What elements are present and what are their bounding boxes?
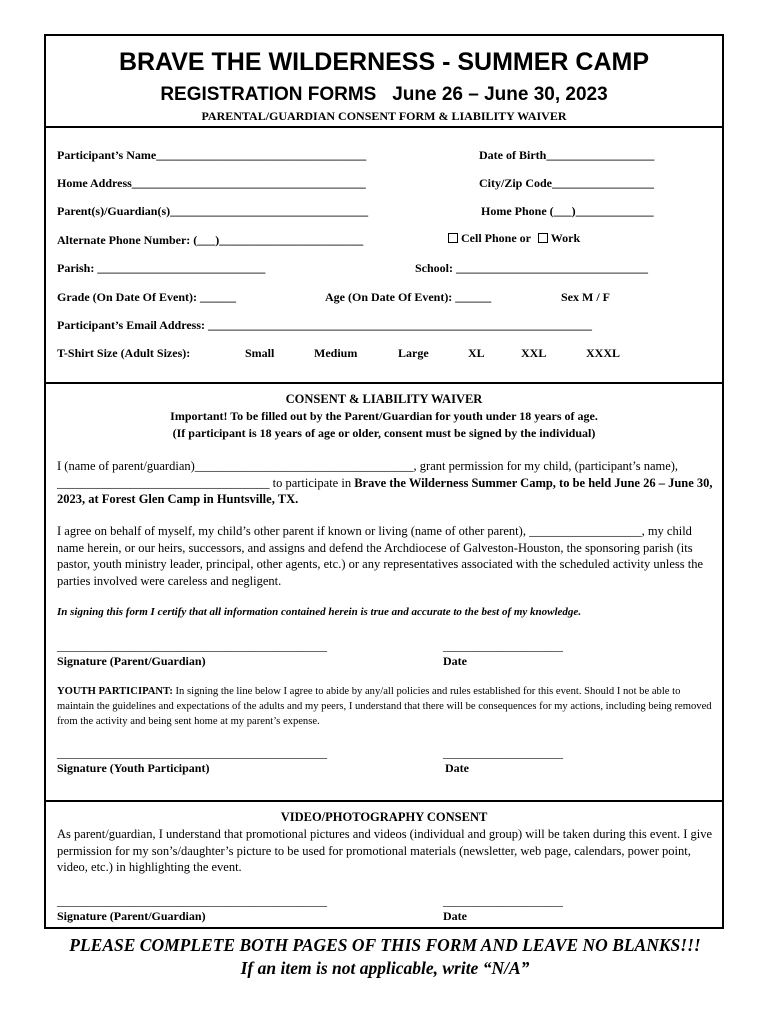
age-field[interactable]: Age (On Date Of Event): ______ [325, 290, 492, 304]
parent-signature-line[interactable]: _____________________________________________ [57, 639, 327, 653]
phone-type-options [448, 231, 580, 246]
tshirt-option-small[interactable]: Small [245, 346, 275, 360]
alternate-phone-field[interactable]: Alternate Phone Number: (___)________________________ [57, 233, 364, 247]
video-date-label: Date [443, 909, 467, 923]
agreement-paragraph: I agree on behalf of myself, my child’s other parent if known or living (name of other parent), __________________, my child name herein, or our heirs, successors, and assigns and defend the Archdiocese of Galveston-Houston, the sponsoring parish (its pastor, youth ministry leader, principal, other agents, etc.) or any representatives associated with the scheduled activity unless the parties involved were careless and negligent. [57, 524, 704, 588]
school-field[interactable]: School: ________________________________ [415, 261, 649, 275]
tshirt-option-large[interactable]: Large [398, 346, 429, 360]
form-title: BRAVE THE WILDERNESS - SUMMER CAMP [118, 48, 650, 76]
tshirt-option-xl[interactable]: XL [468, 346, 485, 360]
video-date-line[interactable]: ____________________ [443, 894, 563, 908]
form-frame [44, 34, 724, 929]
youth-date-line[interactable]: ____________________ [443, 746, 563, 760]
footer-na-note: If an item is not applicable, write “N/A” [240, 958, 530, 978]
subtitle-dates: June 26 – June 30, 2023 [392, 84, 608, 105]
tshirt-option-xxxl[interactable]: XXXL [586, 346, 621, 360]
youth-participant-text: In signing the line below I agree to abide by any/all policies and rules established for this event. Should I not be able to maintain the guidelines and expectations of the adults and my peers, I understand that there will be consequences for my actions, including being removed from the activity and being sent home at my parent’s expense. [57, 686, 712, 727]
parent-date-line[interactable]: ____________________ [443, 639, 563, 653]
parish-field[interactable]: Parish: ____________________________ [57, 261, 266, 275]
video-signature-label: Signature (Parent/Guardian) [57, 909, 206, 923]
youth-participant-label: YOUTH PARTICIPANT: [57, 686, 173, 697]
tshirt-option-xxl[interactable]: XXL [521, 346, 547, 360]
fields-divider [46, 382, 722, 384]
form-subtitle [46, 84, 722, 106]
work-label: Work [550, 231, 581, 245]
waiver-divider [46, 800, 722, 802]
youth-participant-paragraph [57, 684, 717, 729]
tshirt-option-medium[interactable]: Medium [314, 346, 358, 360]
youth-date-label: Date [445, 761, 469, 775]
footer-instruction: PLEASE COMPLETE BOTH PAGES OF THIS FORM AND LEAVE NO BLANKS!!! [69, 935, 701, 955]
subtitle-registration: REGISTRATION FORMS [160, 84, 377, 105]
date-of-birth-field[interactable]: Date of Birth__________________ [479, 148, 655, 162]
email-field[interactable]: Participant’s Email Address: ________________________________________________________________ [57, 318, 593, 332]
permission-paragraph [57, 458, 717, 508]
city-zip-field[interactable]: City/Zip Code_________________ [479, 176, 655, 190]
cell-phone-checkbox[interactable] [448, 233, 458, 243]
waiver-age-note: (If participant is 18 years of age or older, consent must be signed by the individual) [172, 426, 596, 440]
cell-phone-label: Cell Phone or [461, 231, 531, 245]
waiver-heading: CONSENT & LIABILITY WAIVER [285, 392, 483, 406]
certify-statement: In signing this form I certify that all information contained herein is true and accurate to the best of my knowledge. [57, 606, 582, 618]
waiver-important-note: Important! To be filled out by the Parent/Guardian for youth under 18 years of age. [170, 409, 598, 423]
video-consent-paragraph: As parent/guardian, I understand that promotional pictures and videos (individual and group) will be taken during this event. I give permission for my son’s/daughter’s picture to be used for promotional materials (newsletter, web page, calendars, power point, video, etc.) in highlighting the event. [57, 827, 713, 874]
tshirt-size-label: T-Shirt Size (Adult Sizes): [57, 346, 191, 360]
video-consent-heading: VIDEO/PHOTOGRAPHY CONSENT [280, 810, 488, 824]
youth-signature-line[interactable]: _____________________________________________ [57, 746, 327, 760]
parent-date-label: Date [443, 654, 467, 668]
form-subheading: PARENTAL/GUARDIAN CONSENT FORM & LIABILITY WAIVER [201, 109, 567, 123]
grade-field[interactable]: Grade (On Date Of Event): ______ [57, 290, 236, 304]
header-divider [46, 126, 722, 128]
participant-name-field[interactable]: Participant’s Name___________________________________ [57, 148, 367, 162]
permission-event-text: Brave the Wilderness Summer Camp, to be held June 26 – June 30, 2023, at Forest Glen Camp in Huntsville, TX. [57, 475, 713, 506]
home-phone-field[interactable]: Home Phone (___)_____________ [481, 204, 654, 218]
work-checkbox[interactable] [538, 233, 548, 243]
sex-field[interactable]: Sex M / F [561, 290, 610, 304]
permission-text: I (name of parent/guardian)___________________________________, grant permission for my child, (participant’s name), __________________________________ to participate in [57, 459, 679, 490]
parent-guardian-field[interactable]: Parent(s)/Guardian(s)_________________________________ [57, 204, 369, 218]
youth-signature-label: Signature (Youth Participant) [57, 761, 210, 775]
video-signature-line[interactable]: _____________________________________________ [57, 894, 327, 908]
parent-signature-label: Signature (Parent/Guardian) [57, 654, 206, 668]
home-address-field[interactable]: Home Address_______________________________________ [57, 176, 366, 190]
